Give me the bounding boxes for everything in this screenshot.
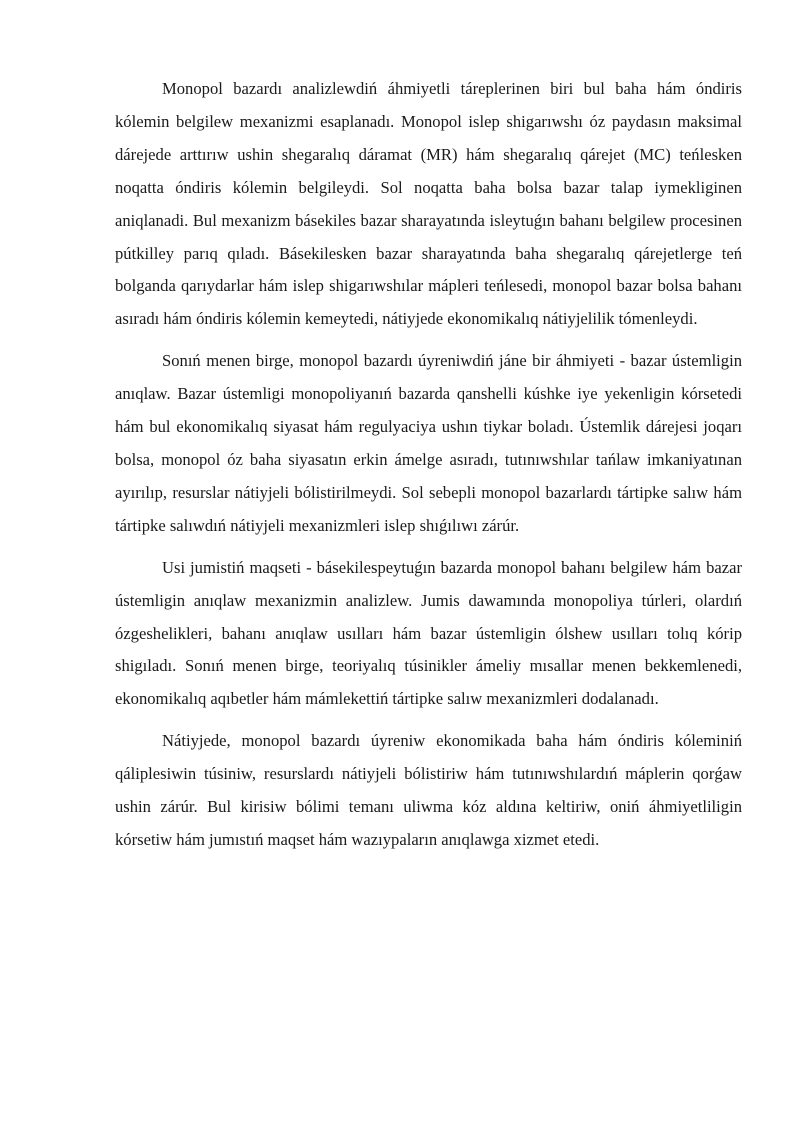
document-page [115,73,742,857]
paragraph-work-goal: Usi jumistiń maqseti - básekilespeytuǵın bazarda monopol bahanı belgilew hám bazar ústemligin anıqlaw mexanizmin analizlew. Jumis dawamında monopoliya túrleri, olardıń ózgeshelikleri, bahanı anıqlaw usılları hám bazar ústemligin ólshew usılları tolıq kórip shigıladı. Sonıń menen birge, teoriyalıq túsinikler ámeliy mısallar menen bekkemlenedi, ekonomikalıq aqıbetler hám mámlekettiń tártipke salıw mexanizmleri dodalanadı. [115,557,742,709]
paragraph-conclusion: Nátiyjede, monopol bazardı úyreniw ekonomikada baha hám óndiris kóleminiń qáliplesiwin túsiniw, resurslardı nátiyjeli bólistiriw hám tutınıwshılardıń máplerin qorǵaw ushin zárúr. Bul kirisiw bólimi temanı uliwma kóz aldına keltiriw, oniń áhmiyetliligin kórsetiw hám jumıstıń maqset hám wazıypaların anıqlawga xizmet etedi. [115,731,742,849]
paragraph-market-power: Sonıń menen birge, monopol bazardı úyreniwdiń jáne bir áhmiyeti - bazar ústemligin anıqlaw. Bazar ústemligi monopoliyanıń bazarda qanshelli kúshke iye yekenligin kórsetedi hám bul ekonomikalıq siyasat hám regulyaciya ushın tiykar boladı. Ústemlik dárejesi joqarı bolsa, monopol óz baha siyasatın erkin ámelge asıradı, tutınıwshılar tańlaw imkaniyatınan ayırılıp, resurslar nátiyjeli bólistirilmeydi. Sol sebepli monopol bazarlardı tártipke salıw hám tártipke salıwdıń nátiyjeli mexanizmleri islep shıǵılıwı zárúr. [115,351,742,535]
paragraph-monopoly-pricing: Monopol bazardı analizlewdiń áhmiyetli táreplerinen biri bul baha hám óndiris kólemin belgilew mexanizmi esaplanadı. Monopol islep shigarıwshı óz paydasın maksimal dárejede arttırıw ushin shegaralıq dáramat (MR) hám shegaralıq qárejet (MC) teńlesken noqatta óndiris kólemin belgileydi. Sol noqatta baha bolsa bazar talap iymekliginen aniqlanadi. Bul mexanizm básekiles bazar sharayatında isleytuǵın bahanı belgilew procesinen pútkilley parıq qıladı. Básekilesken bazar sharayatında baha shegaralıq qárejetlerge teń bolganda qarıydarlar hám islep shigarıwshılar mápleri teńlesedi, monopol bazar bolsa bahanı asıradı hám óndiris kólemin kemeytedi, nátiyjede ekonomikalıq nátiyjelilik tómenleydi. [115,79,742,329]
